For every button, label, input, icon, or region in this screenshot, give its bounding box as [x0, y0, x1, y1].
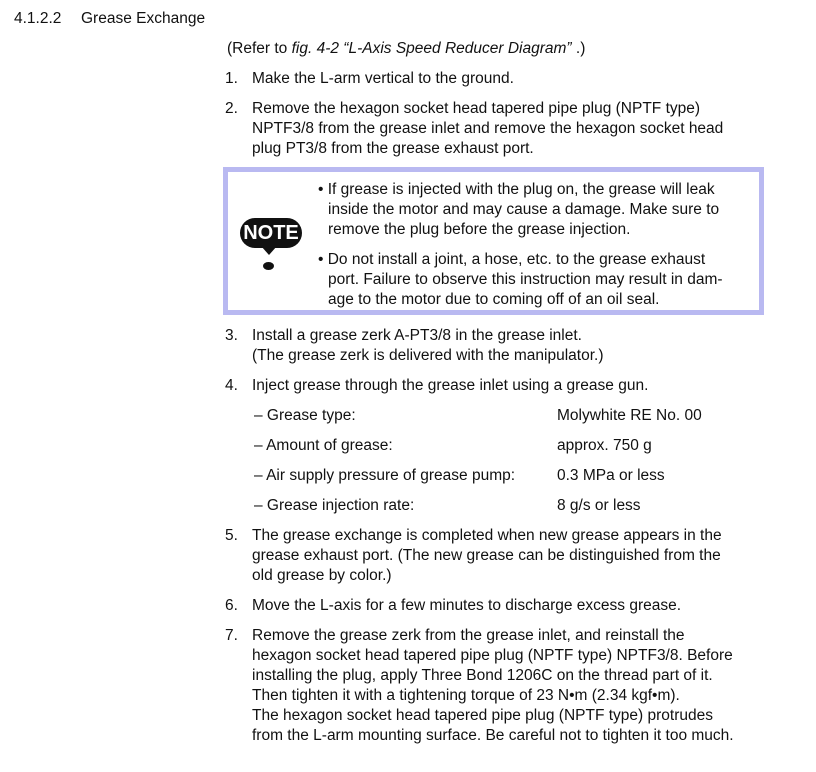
spec-label: – Amount of grease:: [254, 437, 393, 454]
step-text: old grease by color.): [252, 567, 392, 584]
refer-fig-link[interactable]: fig. 4-2: [291, 40, 339, 57]
refer-line: [227, 39, 585, 59]
note-bullet-1-line: • If grease is injected with the plug on, the grease will leak: [318, 181, 715, 198]
step-number: 1.: [225, 70, 238, 87]
spec-value: approx. 750 g: [557, 437, 652, 454]
step-number: 7.: [225, 627, 238, 644]
step-text: Remove the hexagon socket head tapered pipe plug (NPTF type): [252, 100, 701, 117]
refer-suffix: .): [571, 40, 586, 57]
step-number: 3.: [225, 327, 238, 344]
refer-prefix: (Refer to: [227, 40, 292, 57]
note-bullet-1-line: inside the motor and may cause a damage. Make sure to: [328, 201, 720, 218]
step-text: Then tighten it with a tightening torque of 23 N•m (2.34 kgf•m).: [252, 687, 680, 704]
step-text: (The grease zerk is delivered with the manipulator.): [252, 347, 604, 364]
section-number: 4.1.2.2: [14, 10, 62, 27]
step-text: plug PT3/8 from the grease exhaust port.: [252, 140, 534, 157]
step-text: installing the plug, apply Three Bond 1206C on the thread part of it.: [252, 667, 713, 684]
note-box: [223, 167, 764, 315]
step-text: Install a grease zerk A-PT3/8 in the grease inlet.: [252, 327, 582, 344]
note-badge-dot-icon: [263, 262, 274, 270]
note-bullet-2-line: port. Failure to observe this instruction may result in dam-: [328, 271, 723, 288]
note-badge-tail-icon: [261, 246, 277, 255]
note-bullet-2-line: • Do not install a joint, a hose, etc. to the grease exhaust: [318, 251, 706, 268]
spec-value: 8 g/s or less: [557, 497, 641, 514]
note-bullet-2-line: age to the motor due to coming off of an oil seal.: [328, 291, 660, 308]
step-text: Move the L-axis for a few minutes to discharge excess grease.: [252, 597, 682, 614]
spec-value: 0.3 MPa or less: [557, 467, 665, 484]
step-text: The hexagon socket head tapered pipe plug (NPTF type) protrudes: [252, 707, 713, 724]
spec-label: – Air supply pressure of grease pump:: [254, 467, 516, 484]
step-text: NPTF3/8 from the grease inlet and remove the hexagon socket head: [252, 120, 724, 137]
step-text: Make the L-arm vertical to the ground.: [252, 70, 514, 87]
spec-label: – Grease type:: [254, 407, 356, 424]
note-bullet-1-line: remove the plug before the grease injection.: [328, 221, 631, 238]
step-text: Remove the grease zerk from the grease inlet, and reinstall the: [252, 627, 685, 644]
spec-label: – Grease injection rate:: [254, 497, 415, 514]
step-text: grease exhaust port. (The new grease can be distinguished from the: [252, 547, 721, 564]
section-title: Grease Exchange: [81, 10, 206, 27]
step-text: The grease exchange is completed when new grease appears in the: [252, 527, 722, 544]
step-number: 5.: [225, 527, 238, 544]
spec-value: Molywhite RE No. 00: [557, 407, 702, 424]
refer-diagram-title: “L-Axis Speed Reducer Diagram”: [339, 40, 572, 57]
step-number: 4.: [225, 377, 238, 394]
step-number: 2.: [225, 100, 238, 117]
step-text: Inject grease through the grease inlet using a grease gun.: [252, 377, 649, 394]
note-badge: NOTE: [240, 218, 302, 248]
step-number: 6.: [225, 597, 238, 614]
step-text: hexagon socket head tapered pipe plug (NPTF type) NPTF3/8. Before: [252, 647, 733, 664]
step-text: from the L-arm mounting surface. Be careful not to tighten it too much.: [252, 727, 734, 744]
